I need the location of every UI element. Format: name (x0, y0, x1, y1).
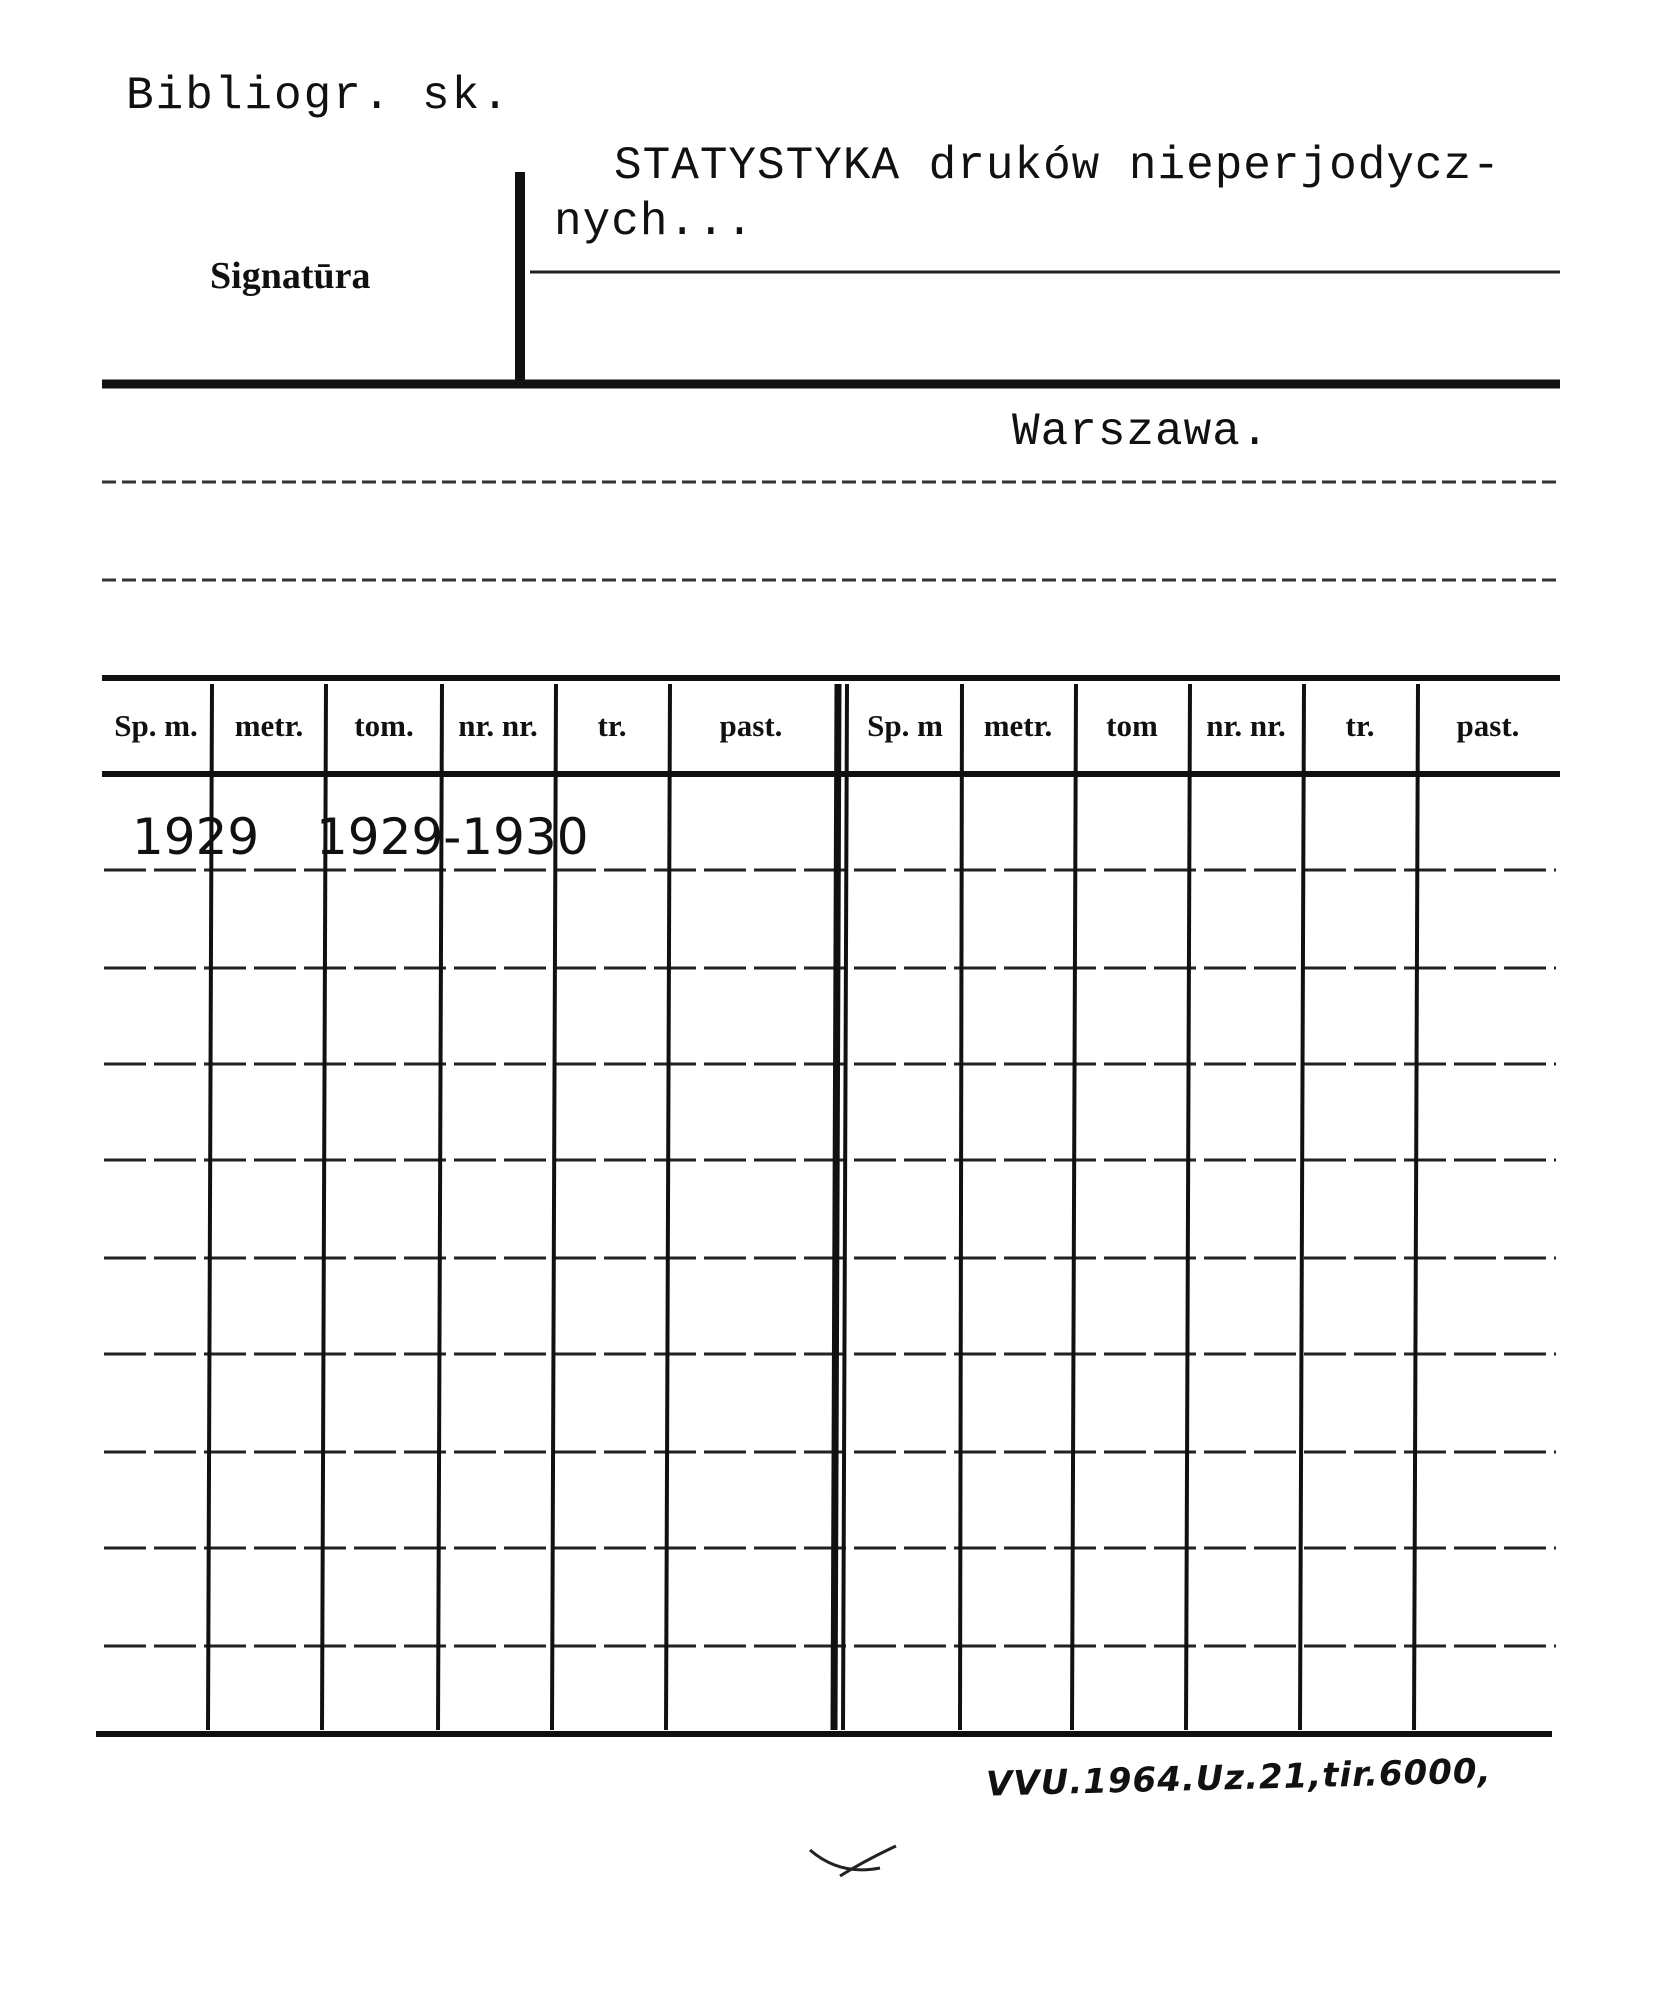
header-left-nr-nr: nr. nr. (458, 708, 538, 743)
header-right-tr: tr. (1345, 708, 1375, 743)
header-right-past: past. (1456, 708, 1520, 743)
header-right-nr-nr: nr. nr. (1206, 708, 1286, 743)
header-right-metr: metr. (983, 708, 1053, 743)
header-right-sp-m: Sp. m (867, 708, 943, 743)
printer-note: VVU.1964.Uz.21,tir.6000, (985, 1751, 1492, 1805)
header-left-metr: metr. (234, 708, 304, 743)
place-of-publication: Warszawa. (1012, 406, 1270, 458)
title-line-2: nych... (554, 196, 755, 248)
table-row-1-sp-m: 1929 (132, 808, 260, 866)
table-row-1-tom: 1929-1930 (316, 808, 589, 866)
header-left-tom: tom. (354, 708, 414, 743)
header-right-tom: tom (1106, 708, 1158, 743)
header-left-sp-m: Sp. m. (114, 708, 198, 743)
shelf-code: Bibliogr. sk. (126, 70, 511, 122)
header-left-past: past. (719, 708, 783, 743)
title-line-1: STATYSTYKA druków nieperjodycz- (614, 140, 1501, 192)
signature-label: Signatūra (210, 255, 371, 297)
header-left-tr: tr. (597, 708, 627, 743)
